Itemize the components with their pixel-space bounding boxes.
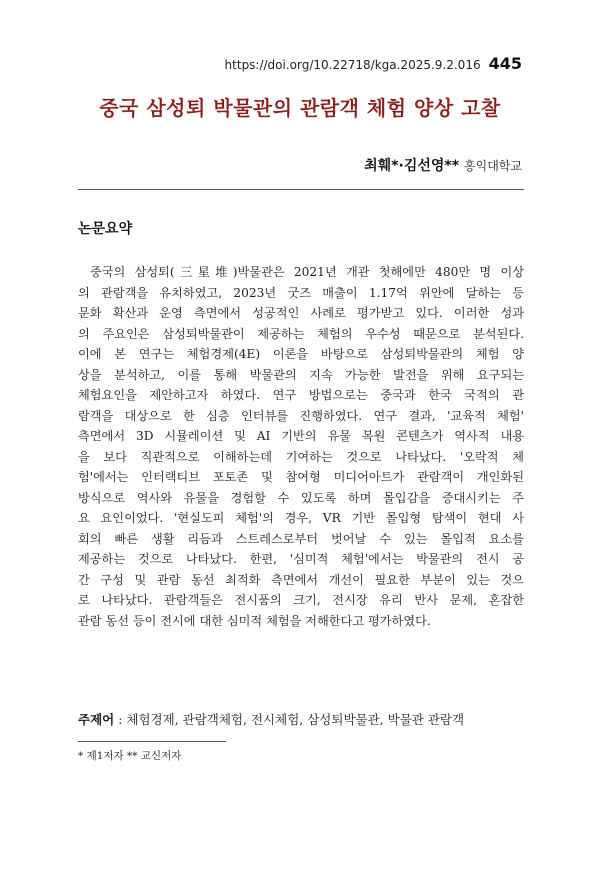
abstract-line: 요 요인이었다. '현실도피 체험'의 경우, VR 기반 몰입형 탐색이 현대 사 <box>78 511 524 525</box>
abstract-line: 로 나타났다. 관람객들은 전시품의 크기, 전시장 유리 반사 문제, 혼잡한 <box>78 593 524 607</box>
abstract-line: 상을 분석하고, 이를 통해 박물관의 지속 가능한 발전을 위해 요구되는 <box>78 367 524 382</box>
running-header <box>225 54 522 73</box>
author-footnote: * 제1저자 ** 교신저자 <box>78 750 182 762</box>
keywords-line <box>78 710 524 728</box>
keywords-separator: : <box>114 712 127 727</box>
abstract-line: 험'에서는 인터랙티브 포토존 및 참여형 미디어아트가 관람객이 개인화된 <box>78 470 524 484</box>
page-number: 445 <box>488 54 522 73</box>
abstract-body <box>78 262 524 631</box>
abstract-line: 이에 본 연구는 체험경제(4E) 이론을 바탕으로 삼성퇴박물관의 체험 양 <box>78 347 524 361</box>
paper-title: 중국 삼성퇴 박물관의 관람객 체험 양상 고찰 <box>99 96 501 120</box>
abstract-line: 중국의 삼성퇴(三星堆)박물관은 2021년 개관 첫해에만 480만 명 이상 <box>90 265 524 279</box>
abstract-line: 문화 확산과 운영 측면에서 성공적인 사례로 평가받고 있다. 이러한 성과 <box>78 306 524 320</box>
abstract-line: 간 구성 및 관람 동선 최적화 측면에서 개선이 필요한 부분이 있는 것으 <box>78 572 524 587</box>
abstract-line: 관람 동선 등이 전시에 대한 심미적 체험을 저해한다고 평가하였다. <box>78 613 431 628</box>
keywords-label: 주제어 <box>78 712 115 727</box>
author-affiliation: 홍익대학교 <box>464 159 522 173</box>
abstract-line: 람객을 대상으로 한 심층 인터뷰를 진행하였다. 연구 결과, '교육적 체험' <box>78 408 524 423</box>
abstract-line: 측면에서 3D 시뮬레이션 및 AI 기반의 유물 복원 콘텐츠가 역사적 내용 <box>78 429 524 443</box>
footnote-divider <box>78 741 226 742</box>
abstract-line: 의 주요인은 삼성퇴박물관이 제공하는 체험의 우수성 때문으로 분석된다. <box>78 326 524 341</box>
abstract-heading: 논문요약 <box>78 221 133 237</box>
abstract-line: 체험요인을 제안하고자 하였다. 연구 방법으로는 중국과 한국 국적의 관 <box>78 388 524 402</box>
header-divider <box>78 189 524 190</box>
abstract-line: 회의 빠른 생활 리듬과 스트레스로부터 벗어날 수 있는 몰입적 요소를 <box>78 531 524 546</box>
author-block <box>364 155 522 175</box>
abstract-line: 제공하는 것으로 나타났다. 한편, '심미적 체험'에서는 박물관의 전시 공 <box>78 552 524 566</box>
keywords-text: 체험경제, 관람객체험, 전시체험, 삼성퇴박물관, 박물관 관람객 <box>126 712 465 727</box>
doi-link[interactable]: https://doi.org/10.22718/kga.2025.9.2.016 <box>224 58 481 72</box>
abstract-line: 의 관람객을 유치하였고, 2023년 굿즈 매출이 1.17억 위안에 달하는 등 <box>78 285 524 300</box>
abstract-line: 방식으로 역사와 유물을 경험할 수 있도록 하며 몰입감을 증대시키는 주 <box>78 490 524 505</box>
author-names: 최훼*·김선영** <box>364 158 460 174</box>
abstract-line: 을 보다 직관적으로 이해하는데 기여하는 것으로 나타났다. '오락적 체 <box>78 449 524 464</box>
